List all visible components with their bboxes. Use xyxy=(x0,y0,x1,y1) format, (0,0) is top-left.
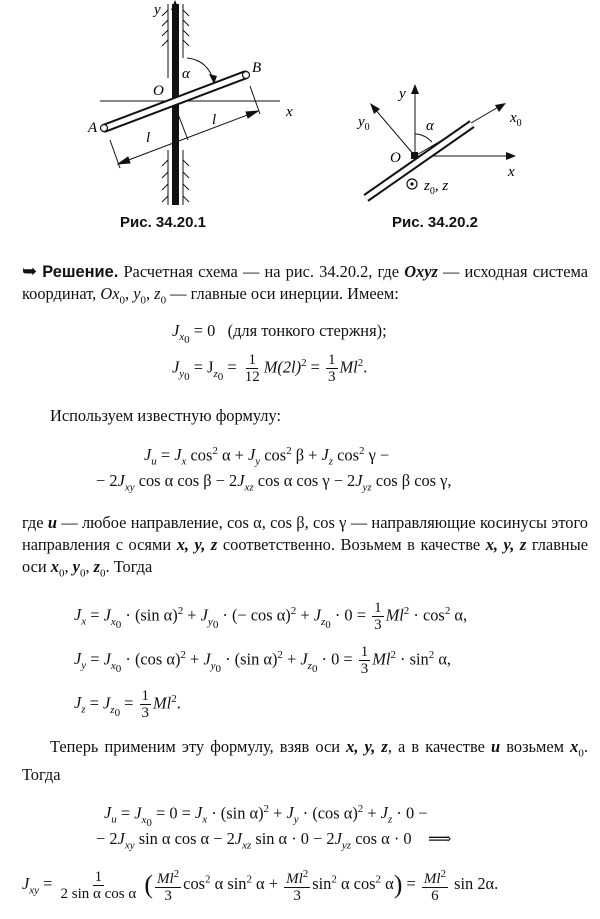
use-formula-text: Используем известную формулу: xyxy=(50,406,282,425)
equation-ju-x0-line1: $J_u = J_{x_0} = 0 = J_x \cdot (\sin$ $\alpha)^2 + J_y \cdot (\cos$ $\alpha)^2 + J_z \cdot 0$ − xyxy=(104,803,428,829)
equation-ju-line2: − $2J_{xy}$ cos α $\cos \beta - 2J_{xz}$ cos α $\cos \gamma - 2J_{yz}$ cos β cos γ, xyxy=(96,471,452,494)
fig2-label-y0: $y_0$ xyxy=(358,114,370,133)
equation-ju-x0-line2: − $2J_{xy}$ sin α $\cos \alpha - 2J_{xz}$ $\sin \alpha \cdot 0 - 2J_{yz}$ cos α · 0 ⟹ xyxy=(96,829,452,852)
alpha-arc xyxy=(415,134,432,142)
figure-34-20-1 xyxy=(90,0,310,212)
origin-point xyxy=(411,152,418,159)
fig1-label-a: A xyxy=(88,120,98,136)
figure-34-20-2 xyxy=(352,78,532,208)
fig1-label-o: O xyxy=(153,83,164,99)
equation-jx0: $J_{x_0} = 0$ (для тонкого стержня); xyxy=(172,321,387,347)
solution-arrow-icon: ➥ xyxy=(22,261,38,281)
point-b xyxy=(243,72,250,79)
fig1-label-l-right: l xyxy=(212,112,217,128)
fig1-label-alpha: α xyxy=(182,66,190,82)
alpha-arc xyxy=(187,58,214,82)
fig2-label-x: x xyxy=(508,164,515,180)
equation-jxy-final: $J_{xy}$ = $\frac{1}{\text{2 sin α cos α}}$ ( $\frac{Ml^2}{3}$ $\cos^2 \alpha$ $\sin^2 \alpha$ + $\frac{Ml^2}{3}$ $\sin^2 \alpha$ $\cos^2 \alpha$) = $\frac{Ml^2}{6}$ sin 2α. xyxy=(22,868,499,904)
equation-jx: $J_x = J_{x_0} \cdot (\sin$ $\alpha)^2 + J_{y_0}$ · (− $\cos \alpha)^2 + J_{z_0} \cdot 0$ = $\frac{1}{3}$ $Ml^2 \cdot \cos^2 \alpha$, xyxy=(74,600,468,634)
equation-ju-line1: $J_u = J_x$ $\cos^2 \alpha + J_y$ $\cos^2 \beta + J_z$ $\cos^2 \gamma$ − xyxy=(144,445,390,468)
fig2-label-x0: $x_0$ xyxy=(510,110,522,129)
fig1-label-l-left: l xyxy=(146,130,151,146)
equation-jy: $J_y = J_{x_0} \cdot (\cos$ $\alpha)^2 + J_{y_0} \cdot (\sin$ $\alpha)^2 + J_{z_0} \cdot 0$ = $\frac{1}{3}$ $Ml^2 \cdot \sin^2 \alpha$, xyxy=(74,644,452,678)
y0-axis xyxy=(374,108,415,156)
fig1-label-y: y xyxy=(154,2,161,18)
fig2-label-o: O xyxy=(390,150,401,166)
fig2-label-y: y xyxy=(399,86,406,102)
solution-paragraph: ➥ Решение. Расчетная схема — на рис. 34.20.2, где Oxyz — исходная система координат, $Ox_0$, $y_0$, $z_0$ — главные оси инерции. Имеем: xyxy=(22,261,588,307)
figure-1-caption: Рис. 34.20.1 xyxy=(120,214,206,231)
fig1-label-b: B xyxy=(252,60,262,76)
fig2-label-z0z: $z_0$, z xyxy=(424,178,449,197)
figure-2-caption: Рис. 34.20.2 xyxy=(392,214,478,231)
equation-jz: $J_z = J_{z_0}$ = $\frac{1}{3}$ Ml$^2$. xyxy=(74,688,181,722)
rod xyxy=(366,124,472,198)
apply-paragraph: Теперь применим эту формулу, взяв оси x, y, z, а в качестве u возьмем $x_0$. Тогда xyxy=(22,737,588,785)
fig1-label-x: x xyxy=(286,104,293,120)
direction-paragraph: где u — любое направление, cos α, cos β, cos γ — направляющие косинусы этого направления с осями x, y, z соответственно. Возьмем в качестве x, y, z главные оси $x_0$, $y_0$, $z_0$. Тогда xyxy=(22,513,588,580)
fig2-label-alpha: α xyxy=(426,118,434,134)
point-a xyxy=(101,125,108,132)
equation-jy0: $J_{y_0} = J_{z_0}$ = $\frac{1}{12}$ $M(2l)^2$ = $\frac{1}{3}$ Ml$^2$. xyxy=(172,352,368,386)
solution-heading: Решение. xyxy=(42,263,119,281)
